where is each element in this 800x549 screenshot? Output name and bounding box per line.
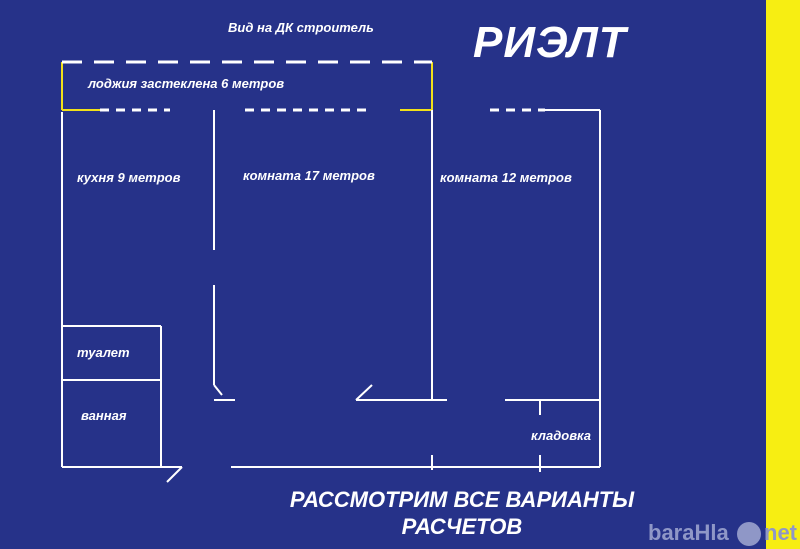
brand-title: РИЭЛТ: [473, 18, 627, 67]
room12-label: комната 12 метров: [440, 170, 572, 185]
room17-label: комната 17 метров: [243, 168, 375, 183]
walls: [62, 110, 600, 482]
kitchen-label: кухня 9 метров: [77, 170, 181, 185]
bathroom-label: ванная: [81, 408, 127, 423]
bottom-caption-line1: РАССМОТРИМ ВСЕ ВАРИАНТЫ: [289, 487, 635, 512]
watermark-logo-icon: [737, 522, 761, 546]
storage-label: кладовка: [531, 428, 592, 443]
bottom-caption: [262, 486, 662, 540]
loggia-label: лоджия застеклена 6 метров: [88, 76, 285, 91]
watermark-right: net: [764, 520, 797, 545]
watermark-left: baraHla: [648, 520, 729, 545]
bottom-caption-line2: РАСЧЕТОВ: [401, 514, 523, 539]
view-label: Вид на ДК строитель: [228, 20, 374, 35]
toilet-label: туалет: [77, 345, 130, 360]
